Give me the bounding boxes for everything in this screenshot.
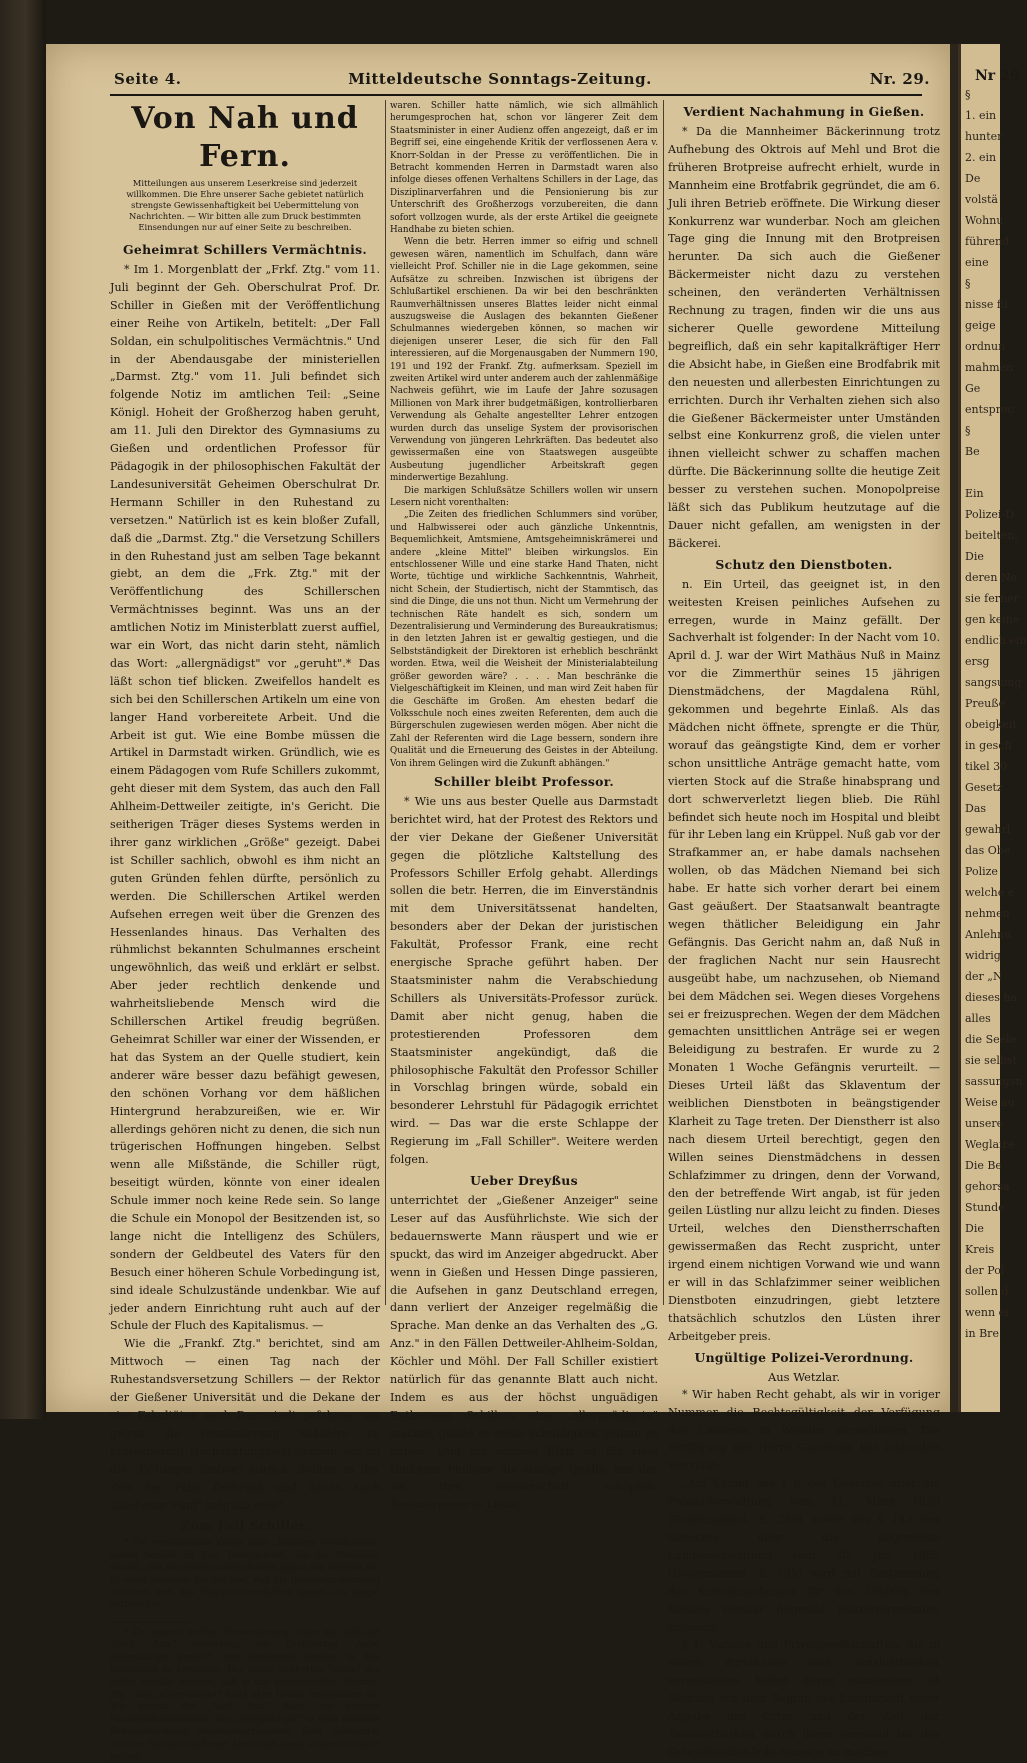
adjacent-page-line: sassungsn <box>965 1075 1023 1088</box>
quoted-paragraph: „Auf Grund des § 6 des Gesetzes über die Polizei-Verwaltung vom 11. März 1850 (Gesetzsamml. S. 265) sowie des § 142 des Gesetzes über die allgemeine Landesverwaltung vom 30. Juli 1883 (Gesetzsamml. S. 195) wird mit Zustimmung des Kreisausschusses für den Umfang des Kreises Wetzlar folgende Polizeiverordnung erlassen: <box>668 1477 940 1634</box>
article-paragraph: * Da die Mannheimer Bäckerinnung trotz Aufhebung des Oktrois auf Mehl und Brot die früheren Brotpreise aufrecht erhielt, wurde in Mannheim eine Brotfabrik gegründet, die am 6. Juli ihren Betrieb eröffnete. Die Wirkung dieser Konkurrenz war wunderbar. Noch am gleichen Tage ging die Innung mit den Brotpreisen herunter. Da sich auch die Gießener Bäckermeister nicht dazu zu verstehen scheinen, den veränderten Verhältnissen Rechnung zu tragen, finden wir die uns aus sicherer Quelle gewordene Mitteilung begreiflich, daß ein sehr kapitalkräftiger Herr die Absicht habe, in Gießen eine Brodfabrik mit den neuesten und allerbesten Einrichtungen zu errichten. Durch ihr Verhalten ziehen sich also die Gießener Bäckermeister unter Umständen selbst eine Konkurrenz groß, die vielen unter ihnen vielleicht schwer zu schaffen machen dürfte. Die Bäckerinnung sollte die heutige Zeit besser zu verstehen suchen. Monopolpreise läßt sich das Publikum heutzutage auf die Dauer nicht gefallen, am wenigsten in der Bäckerei. <box>668 125 940 550</box>
adjacent-page-line: Weglaire <box>965 1138 1015 1151</box>
adjacent-page-line: die Seele <box>965 1033 1017 1046</box>
adjacent-page-line: ersg <box>965 655 990 668</box>
adjacent-page-line: deren Ne <box>965 571 1018 584</box>
adjacent-page-line: unsere <box>965 1117 1004 1130</box>
adjacent-page-line: De <box>965 172 981 185</box>
adjacent-page-line: volstä <box>965 193 998 206</box>
adjacent-page-line <box>961 462 1000 483</box>
adjacent-page-line: in gesch <box>965 739 1012 752</box>
column-3 <box>668 100 940 1759</box>
section-title: Von Nah und Fern. <box>131 101 359 174</box>
adjacent-page-line: beitelten, <box>965 529 1019 542</box>
article-paragraph: waren. Schiller hatte nämlich, wie sich allmählich herumgesprochen hat, schon vor längerer Zeit dem Staatsminister in einer Audienz offen angezeigt, daß er im Begriff sei, eine eingehende Kritik der verflossenen Aera v. Knorr-Soldan in der Presse zu veröffentlichen. Die in Betracht kommenden Herren in Darmstadt waren also infolge dieses offenen Verhaltens Schillers in der Lage, das Disziplinarverfahren und die Pensionierung bis zur Unterschrift des Großherzogs vorzubereiten, die dann sofort vollzogen wurde, als der erste Artikel die geeignete Handhabe zu bieten schien. <box>390 101 658 236</box>
quoted-paragraph: „Die Zeiten des friedlichen Schlummers sind vorüber, und Halbwisserei oder auch gänzliche Unkenntnis, Bequemlichkeit, Amtsmiene, Amtsgeheimniskrämerei und andere „kleine Mittel" bleiben wirkungslos. Ein entschlossener Wille und eine starke Hand Thaten, nicht Worte, tüchtige und wirkliche Sachkenntnis, Wahrheit, nicht Schein, der Studiertisch, nicht der Stammtisch, das sind die Dinge, die uns not thun. Nicht um Vermehrung der technischen Räte handelt es sich, sondern um Dezentralisierung und Verminderung des Bureaukratismus; in den letzten Jahren ist er gewaltig gestiegen, und die Selbstständigkeit der Direktoren ist erheblich beschränkt worden. Etwa, weil die Weisheit der Ministerialabteilung größer geworden wäre? . . . . Man beschränke die Vielgeschäftigkeit im Kleinen, und man wird Zeit haben für die Geschäfte im Großen. Am ehesten bedarf die Volksschule noch eines zweiten Referenten, dem auch die Bürgerschulen zugewiesen werden mögen. Aber nicht die Zahl der Referenten wird die Lage bessern, sondern ihre Qualität und die Erneuerung des Geistes in der Abteilung. Von ihrem Gelingen wird die Zukunft abhängen." <box>390 510 658 769</box>
page-gutter <box>950 44 958 1412</box>
adjacent-page-line: 2. ein <box>965 151 997 164</box>
article-paragraph: * Wir haben Recht gehabt, als wir in voriger Nummer die Rechtsgültigkeit der Verfügung des Landrats in Wetzlar anzweifelten. Die Verfügung des Herrn Goedecke hat folgenden Wortlaut: <box>668 1387 940 1473</box>
adjacent-page-line: entsprec <box>965 403 1014 416</box>
article-paragraph: Die markigen Schlußsätze Schillers wollen wir unsern Lesern nicht vorenthalten: <box>390 485 658 508</box>
adjacent-page-line: Ge <box>965 382 981 395</box>
adjacent-page-line: Anlehnu <box>965 928 1012 941</box>
adjacent-page-line: Wohnu <box>965 214 1004 227</box>
adjacent-page-line: alles <box>965 1012 991 1025</box>
adjacent-page-line: Die <box>965 1222 984 1235</box>
adjacent-page-line: Die Be <box>965 1159 1002 1172</box>
article-heading-dreyfus: Ueber Dreyßus <box>470 1172 578 1188</box>
column-2 <box>390 100 658 1512</box>
adjacent-page-line: § <box>965 88 971 101</box>
header-rule <box>110 94 922 96</box>
article-heading-schiller-vermaechtnis: Geheimrat Schillers Vermächtnis. <box>123 242 367 257</box>
adjacent-page-strip <box>958 44 1027 1412</box>
newspaper-title: Mitteldeutsche Sonntags-Zeitung. <box>348 70 652 88</box>
adjacent-page-line: Ein <box>965 487 984 500</box>
adjacent-page-line: sangsumg <box>965 676 1022 689</box>
page-header <box>70 70 930 94</box>
adjacent-page-line: Die <box>965 550 984 563</box>
adjacent-page-line: sollen d <box>965 1285 1009 1298</box>
article-paragraph: Wie die „Frankf. Ztg." berichtet, sind am Mittwoch — einen Tag nach der Ruhestandsversetzung Schillers — der Rektor der Gießener Universität und die Dekane der vier Fakultäten nach Darmstadt gefahren, um gegen die Pensionierung Schillers zu protestieren! Hochachtungsvoll denken wir an die „Göttinger Sieben" zurück. Sollten in der Zeit der Fälle Delbrück und Arons auch „Gießener Fünf" möglich sein? <box>110 1337 380 1512</box>
adjacent-page-lines <box>961 84 1027 1344</box>
footnote-rule <box>110 1622 190 1623</box>
adjacent-page-line: eine <box>965 256 989 269</box>
editor-note: Mitteilungen aus unserem Leserkreise sind jederzeit willkommen. Die Ehre unserer Sache gebietet natürlich strengste Gewissenhaftigkeit bei Uebermittelung von Nachrichten. — Wir bitten alle zum Druck bestimmten Einsendungen nur auf einer Seite zu beschreiben. <box>126 178 364 232</box>
article-heading-dienstboten: Schutz den Dienstboten. <box>715 556 893 572</box>
adjacent-page-line: sie ferner <box>965 592 1019 605</box>
adjacent-page-header: Nr 29 <box>975 68 1020 84</box>
adjacent-page-line: wenn ei <box>965 1306 1009 1319</box>
footnote: * Zu unserer großen Verwunderung sehen wir, daß der „Gieß. Anz." berichtete, der Großherzog „habe allergnädigst geruht", den Geheimrat Schiller in den Ruhestand zu versetzen. Der ganze seitherige Verlauf des Falles Schiller beweist, daß in der ministeriellen „Darmst. Ztg." das „allergnädigst" nicht ohne Grund fortgelassen ist. Wie kommt der „Gieß. Anz." dazu, aus eigener Machtvollkommenheit das „allergnädigst" in eine offizielle Bekanntmachung hineinzukorrigieren? Dem Geheimrat Schiller hat das Gießener Amtsblatt damit keinen Gefallen gethan. <box>110 1627 380 1762</box>
adjacent-page-line: Kreis <box>965 1243 995 1256</box>
adjacent-page-line: Das <box>965 802 987 815</box>
adjacent-page-line: tikel 30 <box>965 760 1008 773</box>
adjacent-page-line: Stunde <box>965 1201 1005 1214</box>
adjacent-page-line: 1. ein <box>965 109 997 122</box>
adjacent-page-line: Be <box>965 445 980 458</box>
adjacent-page-line: in Bre <box>965 1327 999 1340</box>
article-paragraph: * Im 1. Morgenblatt der „Frkf. Ztg." vom 11. Juli beginnt der Geh. Oberschulrat Prof. Dr. Schiller in Gießen mit der Veröffentlichung einer Reihe von Artikeln, betitelt: „Der Fall Soldan, ein schulpolitisches Vermächtnis." Und in der Abendausgabe der ministeriellen „Darmst. Ztg." vom 11. Juli befindet sich folgende Notiz im amtlichen Teil: „Seine Königl. Hoheit der Großherzog haben geruht, am 11. Juli den Direktor des Gymnasiums zu Gießen und ordentlichen Professor für Pädagogik in der philosophischen Fakultät der Landesuniversität Geheimen Oberschulrat Dr. Hermann Schiller in den Ruhestand zu versetzen." Natürlich ist es kein bloßer Zufall, daß die „Darmst. Ztg." die Versetzung Schillers in den Ruhestand just am selben Tage bekannt giebt, an dem die „Frk. Ztg." mit der Veröffentlichung des Schillerschen Vermächtnisses beginnt. Was uns an der amtlichen Notiz im Ministerblatt zuerst auffiel, war ein Wort, das nicht darin steht, nämlich das Wort: „allergnädigst" vor „geruht".* Das läßt schon tief blicken. Zweifellos handelt es sich bei den Schillerschen Artikeln um eine von langer Hand vorbereitete Arbeit. Und die Arbeit ist gut. Wie eine Bombe müssen die Artikel in Darmstadt wirken. Gründlich, wie es einem Pädagogen vom Rufe Schillers zukommt, geht dieser mit dem System, das auch den Fall Ahlheim-Dettweiler zeitigte, in's Gericht. Die seitherigen Träger dieses Systems werden in ihrer ganz wirklichen „Größe" gezeigt. Dabei ist Schiller sachlich, obwohl es ihm nicht an guten Gründen fehlen dürfte, persönlich zu werden. Die Schillerschen Artikel werden Aufsehen erregen weit über die Grenzen des Hessenlandes hinaus. Das Verhalten des rühmlichst bekannten Schulmannes erscheint ungewöhnlich, das weiß und erklärt er selbst. Aber jeder rechtlich denkende und wahrheitsliebende Mensch wird die Schillerschen Artikel freudig begrüßen. Geheimrat Schiller war einer der Wissenden, er hat das System an der Quelle studiert, kein anderer wäre besser dazu befähigt gewesen, den schönen Vorhang vor dem häßlichen Hintergrund herabzureißen, wie er. Wir allerdings gehören nicht zu denen, die sich nun trügerischen Hoffnungen hingeben. Selbst wenn alle Mißstände, die Schiller rügt, beseitigt würden, könnte von einer idealen Schule immer noch keine Rede sein. So lange die Schule ein Monopol der Besitzenden ist, so lange nicht die Intelligenz des Schülers, sondern der Geldbeutel des Vaters für den Besuch einer höheren Schule Vorbedingung ist, sind ideale Schulzustände undenkbar. Wie auf jeder andern Einrichtung ruht auch auf der Schule der Fluch des Kapitalismus. — <box>110 263 380 1333</box>
adjacent-page-line: § <box>965 424 971 437</box>
article-heading-nachahmung: Verdient Nachahmung in Gießen. <box>683 104 925 119</box>
adjacent-page-line: ordnun <box>965 340 1006 353</box>
column-1 <box>110 100 380 1762</box>
adjacent-page-line: Polize <box>965 865 998 878</box>
article-heading-fall-schiller: Zum Fall Schiller. <box>181 1518 309 1534</box>
adjacent-page-line: gehorsa <box>965 1180 1010 1193</box>
adjacent-page-line: Preuße <box>965 697 1006 710</box>
adjacent-page-line: gewahrl <box>965 823 1011 836</box>
article-paragraph: n. Ein Urteil, das geeignet ist, in den weitesten Kreisen peinliches Aufsehen zu erregen, wurde in Mainz gefällt. Der Sachverhalt ist folgender: In der Nacht vom 10. April d. J. war der Wirt Mathäus Nuß in Mainz vor die Zimmerthür seines 15 jährigen Dienstmädchens, der Magdalena Rühl, gekommen und begehrte Einlaß. Als das Mädchen nicht öffnete, sprengte er die Thür, worauf das geängstigte Kind, dem er vorher schon unsittliche Anträge gemacht hatte, vom vierten Stock auf die Straße hinabsprang und dort schwerverletzt liegen blieb. Die Rühl befindet sich heute noch im Hospital und bleibt für ihr Leben lang ein Krüppel. Nuß gab vor der Strafkammer an, er habe damals nachsehen wollen, ob das Mädchen Niemand bei sich habe. Er hatte sich vorher derart bei einem Gast geäußert. Der Staatsanwalt beantragte wegen thätlicher Beleidigung ein Jahr Gefängnis. Das Gericht nahm an, daß Nuß in der fraglichen Nacht nur sein Hausrecht ausgeübt habe, um nachzusehen, ob Niemand bei dem Mädchen sei. Wegen dieses Vorgehens sei er freizusprechen. Wegen der dem Mädchen gemachten unsittlichen Anträge sei er wegen Beleidigung zu bestrafen. Er wurde zu 2 Monaten 1 Woche Gefängnis verurteilt. — Dieses Urteil läßt das Sklaventum der weiblichen Dienstboten in beängstigender Klarheit zu Tage treten. Der Dienstherr ist also nach diesem Urteil berechtigt, gegen den Willen seines Dienstmädchens in dessen Schlafzimmer zu dringen, denn der Vorwand, den der betreffende Wirt angab, ist für jeden geilen Lüstling nur allzu leicht zu finden. Dieses Urteil, welches den Dienstherrschaften gewissermaßen das Recht zuspricht, unter irgend einem nichtigen Vorwand wie und wann er will in das Schlafzimmer seiner weiblichen Dienstboten einzudringen, giebt letztere thatsächlich schutzlos den Lüsten ihrer Arbeitgeber preis. <box>668 577 940 1343</box>
adjacent-page-line: Weise au <box>965 1096 1015 1109</box>
quoted-paragraph: § 1. Vereine und Privatgesellschaften, die in einem Wirtshause eine Tanzlustbarkeit veranstalten, haben davon mindestens 24 Stunden vor dem Beginn der Lustbarkeit unter Angabe des Ortes und der Zeit der Tanzlustbarkeit durch ihren Vorstand bei der Ortspolizeibehörde Anzeige zu machen. <box>668 1638 940 1759</box>
column-rule-2 <box>663 100 664 1305</box>
adjacent-page-line: der Pol <box>965 1264 1005 1277</box>
article-paragraph: Wenn die betr. Herren immer so eifrig und schnell gewesen wären, namentlich im Schulfach, dann wäre vielleicht Prof. Schiller nie in die Lage gekommen, seine Aufsätze zu schreiben. Inzwischen ist übrigens der Schlußartikel erschienen. Da wir bei den beschränkten Raumverhältnissen unseres Blattes leider nicht einmal auszugsweise die Auslagen des bekannten Gießener Schulmannes wiedergeben können, so machen wir diejenigen unserer Leser, die sich für den Fall interessieren, auf die Morgenausgaben der Nummern 190, 191 und 192 der Frankf. Ztg. aufmerksam. Speziell im zweiten Artikel wird unter anderem auch der zahlenmäßige Nachweis geführt, wie im Laufe der Jahre sozusagen Millionen von Mark ihrer budgetmäßigen, kontrollierbaren Verwendung als Gehalte angestellter Lehrer entzogen wurden durch das unselige System der provisorischen Verwendung von jüngeren Lehrkräften. Das bedeutet also gewissermaßen eine von Staatswegen ausgeübte Ausbeutung jugendlicher Arbeitskraft gegen minderwertige Bezahlung. <box>390 237 658 484</box>
adjacent-page-line: führend <box>965 235 1010 248</box>
adjacent-page-line: welche e <box>965 886 1015 899</box>
adjacent-page-line: dieses ha <box>965 991 1018 1004</box>
adjacent-page-line: obeigkeit <box>965 718 1017 731</box>
article-heading-schiller-professor: Schiller bleibt Professor. <box>433 773 615 789</box>
issue-number: Nr. 29. <box>869 70 930 88</box>
adjacent-page-line: gen keine <box>965 613 1020 626</box>
adjacent-page-line: der „N <box>965 970 1003 983</box>
article-paragraph: * Die vorstehenden Zeilen über „Schillers Vermächtnis" waren bereits im Satz fertiggestellt, als die Neuigkeit eintraf, daß das Disziplinarverfahren gegen ihn eröffnet ist. Es steht nunmehr für uns fest, daß die Inruhestandsetzung Schillers und das Disziplinarverfahren gegen ihn längst vorbereitet <box>110 1538 380 1611</box>
article-paragraph: * Wie uns aus bester Quelle aus Darmstadt berichtet wird, hat der Protest des Rektors und der vier Dekane der Gießener Universität gegen die plötzliche Kaltstellung des Professors Schiller Erfolg gehabt. Allerdings sollen die betr. Herren, die im Einverständnis mit dem Universitätssenat handelten, besonders aber der Dekan der juristischen Fakultät, Professor Frank, eine recht energische Sprache geführt haben. Der Staatsminister nahm die Verabschiedung Schillers als Universitäts-Professor zurück. Damit aber nicht genug, haben die protestierenden Professoren dem Staatsminister angekündigt, daß die philosophische Fakultät den Professor Schiller in Vorschlag bringen würde, sobald ein besonderer Lehrstuhl für Pädagogik errichtet wird. — Das war die erste Schlappe der Regierung im „Fall Schiller". Weitere werden folgen. <box>390 794 658 1167</box>
adjacent-page-line: nisse fü <box>965 298 1009 311</box>
adjacent-page-line: endlich ein <box>965 634 1027 647</box>
adjacent-page-line: sie selbst <box>965 1054 1017 1067</box>
adjacent-page-line: hunter <box>965 130 1003 143</box>
adjacent-page-line: widrig <box>965 949 1001 962</box>
adjacent-page-line: § <box>965 277 971 290</box>
article-subheading: Aus Wetzlar. <box>767 1369 841 1384</box>
book-binding <box>0 0 46 1419</box>
adjacent-page-line: geige <box>965 319 996 332</box>
adjacent-page-line: nehmen <box>965 907 1010 920</box>
adjacent-page-line: mahmen <box>965 361 1014 374</box>
column-rule-1 <box>385 100 386 1305</box>
adjacent-page-line: Polizei-D <box>965 508 1014 521</box>
page-number: Seite 4. <box>114 70 182 88</box>
article-paragraph: unterrichtet der „Gießener Anzeiger" seine Leser auf das Ausführlichste. Wie sich der bedauernswerte Mann räuspert und wie er spuckt, das wird im Anzeiger abgedruckt. Aber wenn in Gießen und Hessen Dinge passieren, die Aufsehen in ganz Deutschland erregen, dann verliert der Anzeiger regelmäßig die Sprache. Man denke an das Verhalten des „G. Anz." in den Fällen Dettweiler-Ahlheim-Soldan, Köchler und Möhl. Der Fall Schiller existiert natürlich für das genannte Blatt auch nicht. Indem es aus der höchst unguädigen Entlassung Schillers eine „allergnädigste" machte, glaubt es seine Schuldigkeit gethan zu haben. Und ein solches Blatt ist für viele Gießener Philister die einzige Quelle, aus der sie ihre Wissenschaft schöpfen. Bedauernswerte Leute. <box>390 1193 658 1512</box>
adjacent-page-line: das Obe <box>965 844 1011 857</box>
article-heading-polizei-verordnung: Ungültige Polizei-Verordnung. <box>694 1349 914 1365</box>
adjacent-page-line: Gesetz <box>965 781 1003 794</box>
